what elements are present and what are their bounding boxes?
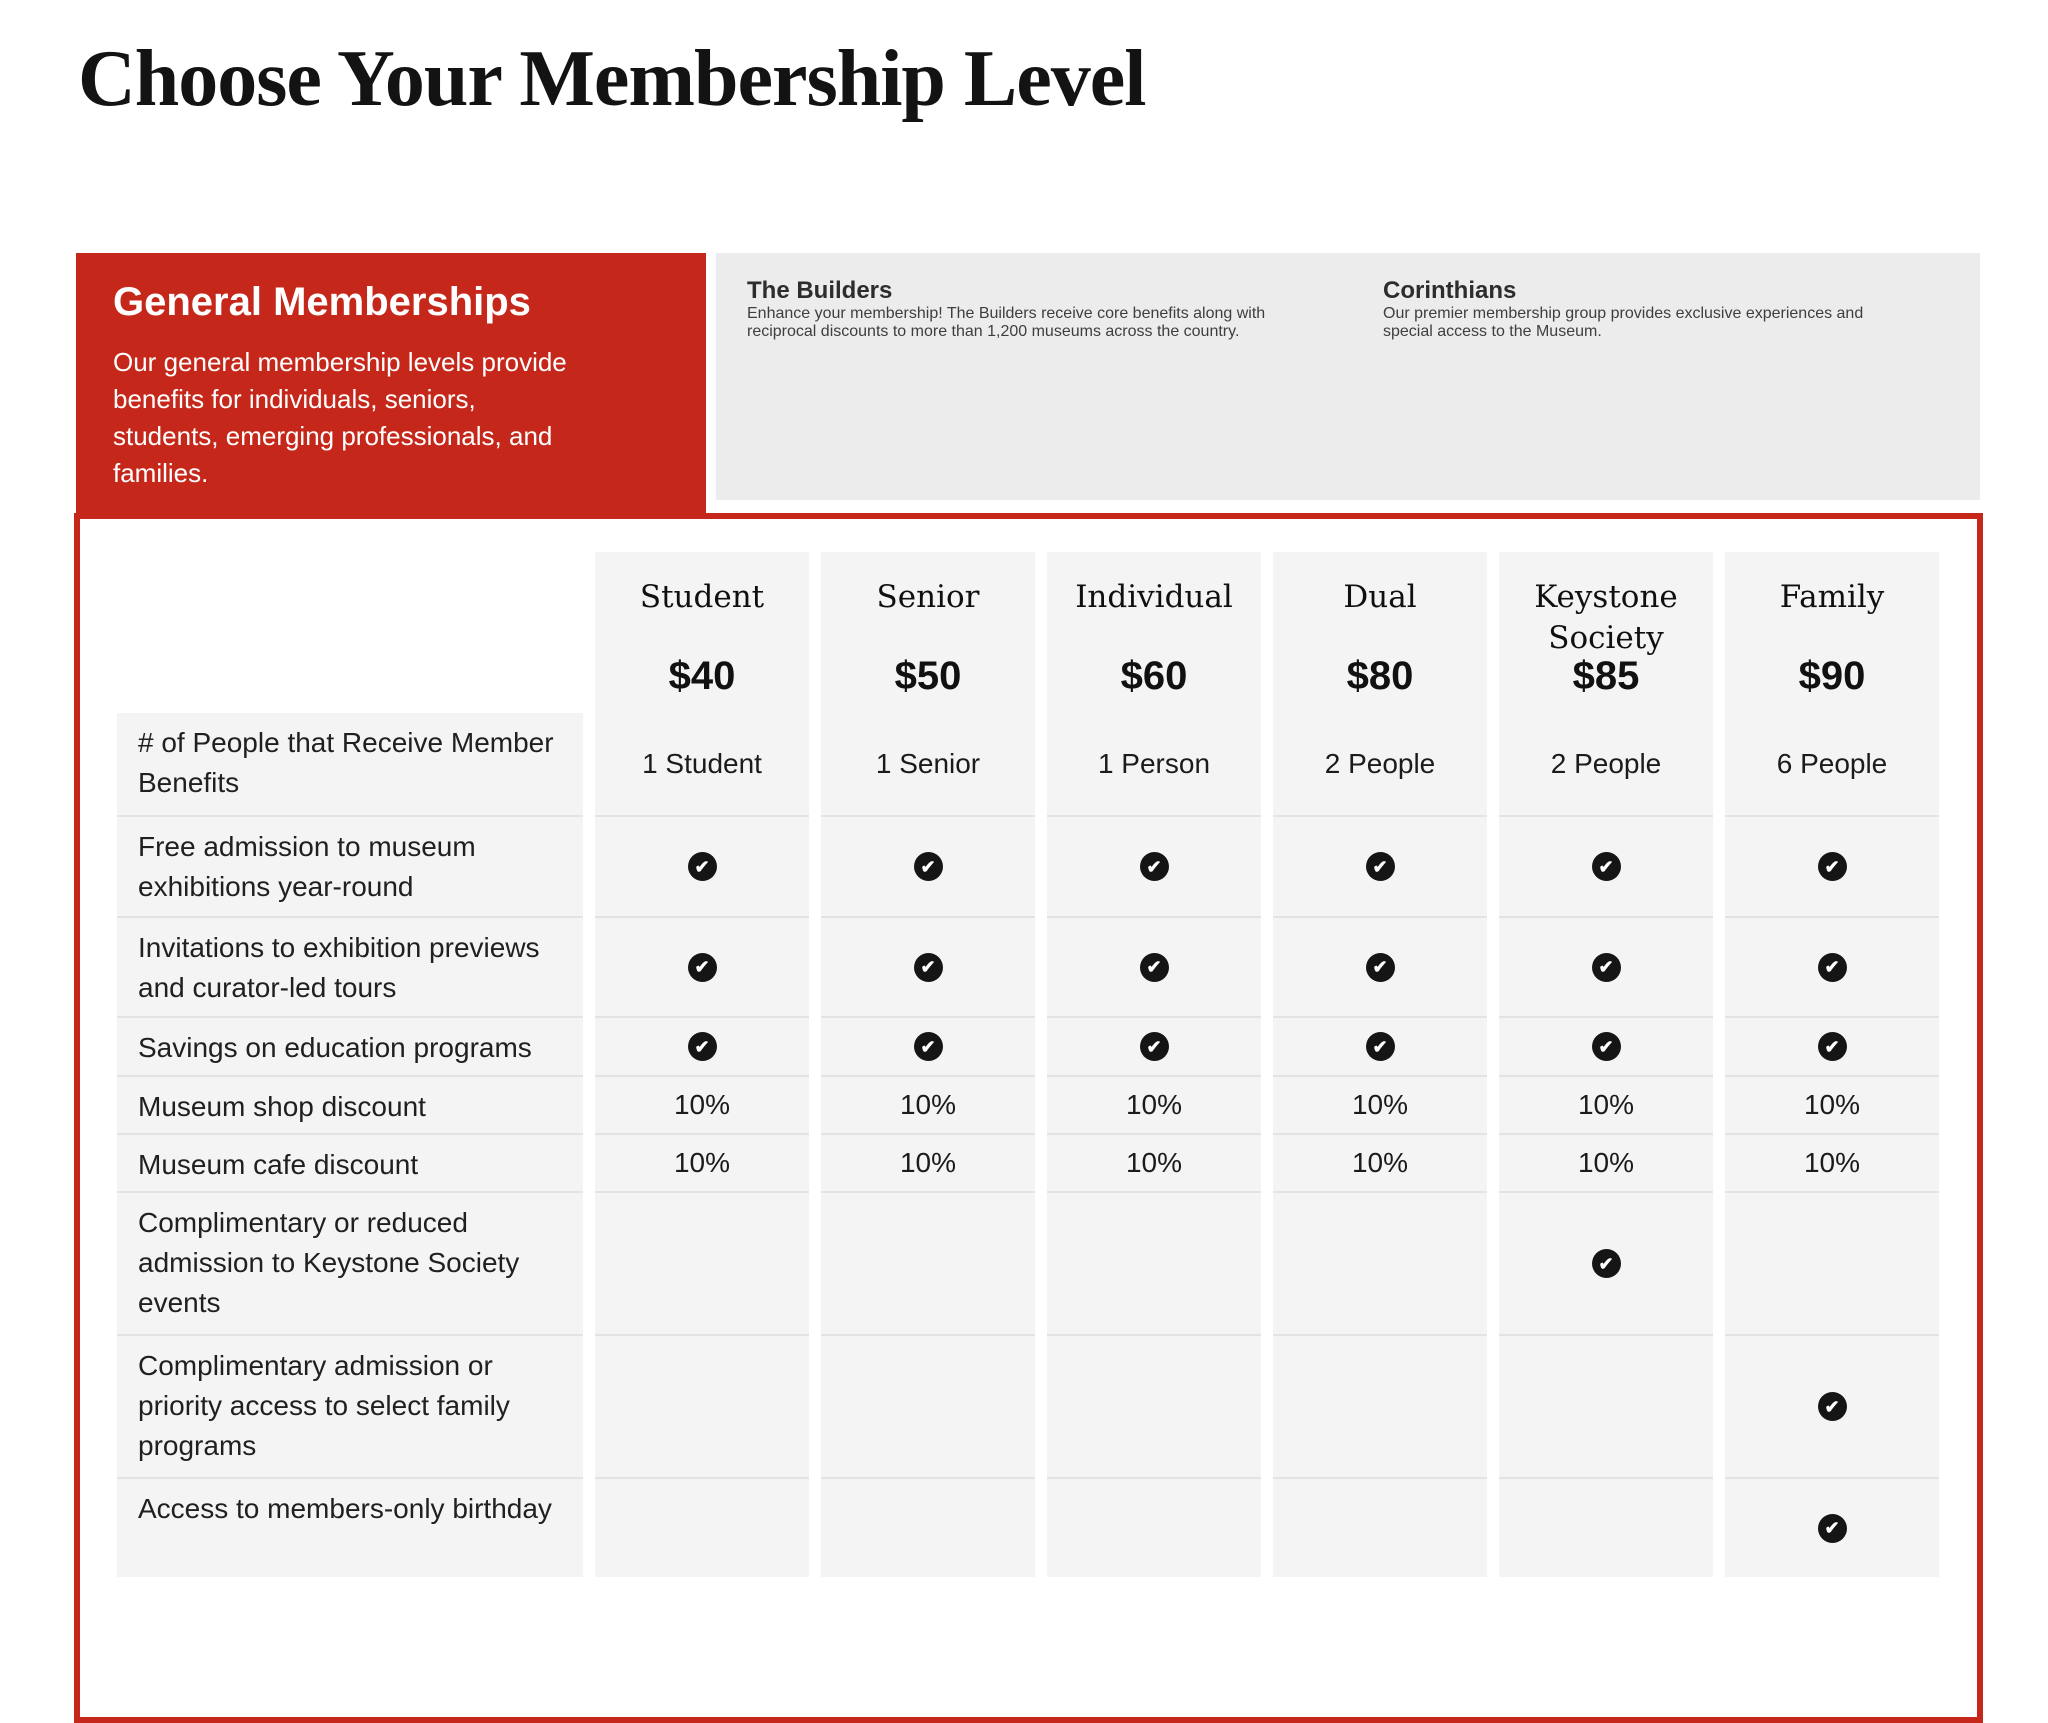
benefit-cell xyxy=(1273,1334,1487,1477)
benefit-cell: 2 People xyxy=(1499,713,1713,815)
column-header-individual xyxy=(1047,552,1261,713)
benefit-cell: 10% xyxy=(1725,1075,1939,1133)
column-header-family xyxy=(1725,552,1939,713)
benefit-cell xyxy=(1047,1334,1261,1477)
column-price: $50 xyxy=(894,654,962,698)
benefit-cell xyxy=(821,916,1035,1016)
benefit-cell xyxy=(1725,815,1939,916)
column-header-senior xyxy=(821,552,1035,713)
benefit-row-label: Free admission to museum exhibitions year-round xyxy=(117,815,583,916)
benefit-row-label: Invitations to exhibition previews and curator-led tours xyxy=(117,916,583,1016)
benefit-cell xyxy=(595,1191,809,1334)
check-icon: ✔ xyxy=(1818,1392,1847,1421)
benefit-cell xyxy=(1725,1334,1939,1477)
benefit-cell xyxy=(1273,1477,1487,1577)
benefit-cell xyxy=(1273,916,1487,1016)
benefit-cell xyxy=(595,1477,809,1577)
benefit-row-label: Museum shop discount xyxy=(117,1075,583,1133)
check-icon: ✔ xyxy=(688,953,717,982)
check-icon: ✔ xyxy=(1592,852,1621,881)
benefit-cell: 10% xyxy=(1499,1133,1713,1191)
benefit-cell xyxy=(821,1334,1035,1477)
benefit-cell: 10% xyxy=(595,1075,809,1133)
tab-general-memberships[interactable] xyxy=(76,253,706,515)
benefit-cell xyxy=(1725,916,1939,1016)
benefit-cell xyxy=(1499,916,1713,1016)
check-icon: ✔ xyxy=(1366,1032,1395,1061)
benefit-cell xyxy=(1047,815,1261,916)
benefit-cell xyxy=(1725,1477,1939,1577)
benefit-cell: 10% xyxy=(821,1133,1035,1191)
check-icon: ✔ xyxy=(1366,953,1395,982)
check-icon: ✔ xyxy=(1592,1249,1621,1278)
column-price: $40 xyxy=(668,654,736,698)
benefit-cell xyxy=(821,1477,1035,1577)
benefit-cell: 10% xyxy=(1725,1133,1939,1191)
check-icon: ✔ xyxy=(688,1032,717,1061)
check-icon: ✔ xyxy=(1140,852,1169,881)
benefit-cell xyxy=(1273,815,1487,916)
check-icon: ✔ xyxy=(914,1032,943,1061)
check-icon: ✔ xyxy=(914,953,943,982)
benefit-cell xyxy=(821,815,1035,916)
column-header-student xyxy=(595,552,809,713)
benefit-cell xyxy=(821,1016,1035,1075)
check-icon: ✔ xyxy=(1592,1032,1621,1061)
benefit-cell xyxy=(1047,916,1261,1016)
header-spacer xyxy=(117,552,583,713)
column-name: Family xyxy=(1779,579,1885,615)
check-icon: ✔ xyxy=(1366,852,1395,881)
benefit-row-label: # of People that Receive Member Benefits xyxy=(117,713,583,815)
column-name: Student xyxy=(639,579,765,615)
benefit-row-label: Savings on education programs xyxy=(117,1016,583,1075)
benefit-cell xyxy=(1273,1016,1487,1075)
benefit-cell xyxy=(595,815,809,916)
inactive-tabs-strip xyxy=(716,253,1980,500)
tab-general-memberships-label: General Memberships xyxy=(113,280,531,324)
benefit-cell: 10% xyxy=(1047,1075,1261,1133)
column-header-dual xyxy=(1273,552,1487,713)
column-price: $85 xyxy=(1572,654,1640,698)
column-name: Dual xyxy=(1343,579,1417,615)
tab-corinthians-description: Our premier membership group provides exclusive experiences and special access to the Museum. xyxy=(1383,305,1864,340)
benefit-cell xyxy=(1725,1191,1939,1334)
tab-the-builders-description: Enhance your membership! The Builders receive core benefits along with reciprocal discounts to more than 1,200 museums across the country. xyxy=(747,305,1266,340)
check-icon: ✔ xyxy=(1818,1514,1847,1543)
benefit-cell: 10% xyxy=(1047,1133,1261,1191)
benefit-row-label: Complimentary or reduced admission to Keystone Society events xyxy=(117,1191,583,1334)
column-header-keystone-society xyxy=(1499,552,1713,713)
column-name: Senior xyxy=(876,579,980,615)
page-title: Choose Your Membership Level xyxy=(78,35,1146,123)
check-icon: ✔ xyxy=(688,852,717,881)
tab-general-memberships-description: Our general membership levels provide benefits for individuals, seniors, students, emerging professionals, and families. xyxy=(113,347,567,488)
check-icon: ✔ xyxy=(1818,852,1847,881)
benefit-cell xyxy=(1499,1477,1713,1577)
benefit-cell xyxy=(821,1191,1035,1334)
tab-the-builders[interactable] xyxy=(747,253,1272,500)
benefit-cell: 10% xyxy=(821,1075,1035,1133)
benefit-cell: 1 Person xyxy=(1047,713,1261,815)
benefit-cell xyxy=(1499,1016,1713,1075)
benefit-cell xyxy=(1499,1334,1713,1477)
check-icon: ✔ xyxy=(914,852,943,881)
benefit-cell xyxy=(595,916,809,1016)
membership-pricing-table xyxy=(74,513,1983,1723)
benefit-cell xyxy=(595,1016,809,1075)
tab-corinthians[interactable] xyxy=(1383,253,1908,500)
check-icon: ✔ xyxy=(1592,953,1621,982)
check-icon: ✔ xyxy=(1818,1032,1847,1061)
benefit-cell: 10% xyxy=(1499,1075,1713,1133)
column-name: Keystone Society xyxy=(1534,579,1678,656)
benefit-cell xyxy=(1047,1477,1261,1577)
check-icon: ✔ xyxy=(1140,953,1169,982)
benefit-row-label: Access to members-only birthday xyxy=(117,1477,583,1577)
benefit-cell: 1 Student xyxy=(595,713,809,815)
benefit-cell: 10% xyxy=(1273,1133,1487,1191)
benefit-cell xyxy=(595,1334,809,1477)
check-icon: ✔ xyxy=(1140,1032,1169,1061)
column-price: $80 xyxy=(1346,654,1414,698)
benefit-cell: 1 Senior xyxy=(821,713,1035,815)
benefit-cell xyxy=(1047,1191,1261,1334)
benefit-row-label: Museum cafe discount xyxy=(117,1133,583,1191)
benefit-cell: 10% xyxy=(595,1133,809,1191)
benefit-cell xyxy=(1273,1191,1487,1334)
benefit-cell xyxy=(1047,1016,1261,1075)
benefit-cell: 6 People xyxy=(1725,713,1939,815)
column-price: $90 xyxy=(1798,654,1866,698)
tab-the-builders-label: The Builders xyxy=(747,277,893,304)
benefit-cell: 10% xyxy=(1273,1075,1487,1133)
check-icon: ✔ xyxy=(1818,953,1847,982)
column-name: Individual xyxy=(1075,579,1233,615)
benefit-cell: 2 People xyxy=(1273,713,1487,815)
benefit-cell xyxy=(1725,1016,1939,1075)
column-price: $60 xyxy=(1120,654,1188,698)
benefit-cell xyxy=(1499,1191,1713,1334)
tab-corinthians-label: Corinthians xyxy=(1383,277,1517,304)
benefit-cell xyxy=(1499,815,1713,916)
benefit-row-label: Complimentary admission or priority access to select family programs xyxy=(117,1334,583,1477)
pricing-grid xyxy=(117,552,1939,1577)
